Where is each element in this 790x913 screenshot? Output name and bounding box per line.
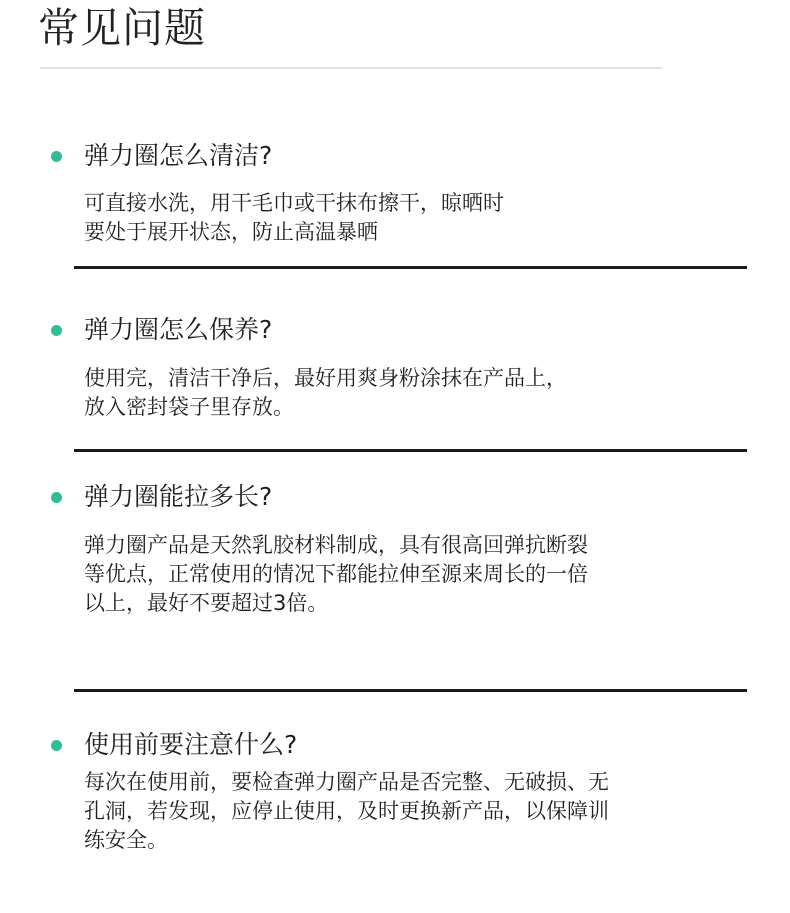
faq-divider [74,266,747,269]
title-divider [40,67,662,69]
faq-divider [74,449,747,452]
faq-answer: 可直接水洗，用干毛巾或干抹布擦干，晾晒时 要处于展开状态，防止高温暴晒 [84,191,504,244]
faq-question: 弹力圈能拉多长? [84,482,273,511]
faq-question: 弹力圈怎么清洁? [84,141,273,170]
bullet-dot-icon [51,740,62,751]
faq-answer: 每次在使用前，要检查弹力圈产品是否完整、无破损、无 孔洞，若发现，应停止使用，及时更换新产品，以保障训 练安全。 [84,770,609,852]
faq-answer: 弹力圈产品是天然乳胶材料制成，具有很高回弹抗断裂 等优点，正常使用的情况下都能拉伸至源来周长的一倍 以上，最好不要超过3倍。 [84,533,588,615]
bullet-dot-icon [51,325,62,336]
bullet-dot-icon [51,151,62,162]
faq-divider [74,689,747,692]
page-title: 常见问题 [38,4,206,52]
faq-answer: 使用完，清洁干净后，最好用爽身粉涂抹在产品上， 放入密封袋子里存放。 [84,366,567,419]
faq-question: 使用前要注意什么? [84,730,298,759]
bullet-dot-icon [51,492,62,503]
faq-question: 弹力圈怎么保养? [84,315,273,344]
